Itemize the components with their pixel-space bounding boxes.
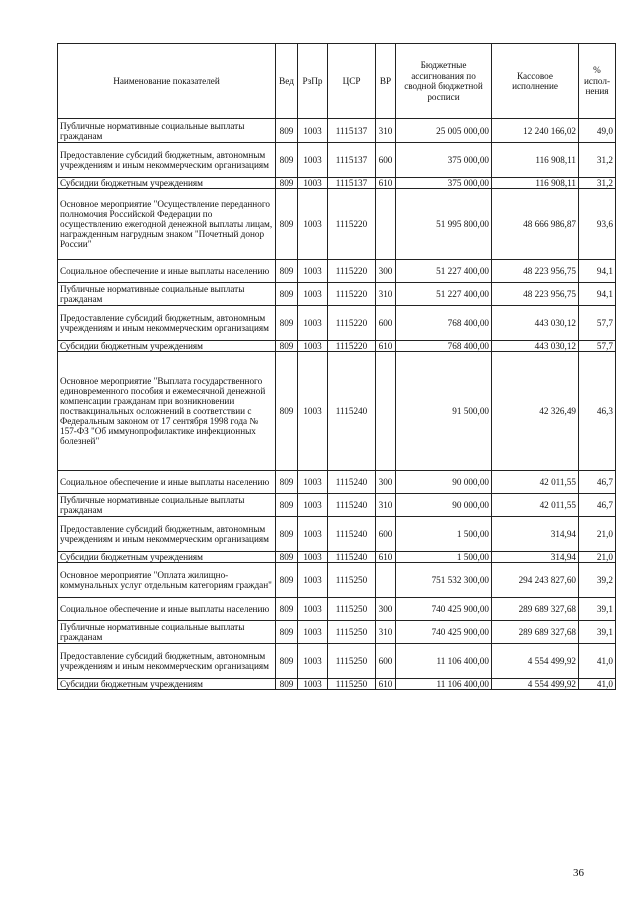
table-row (58, 352, 616, 471)
cell-name: Предоставление субсидий бюджетным, автономным учреждениям и иным некоммерческим организациям (58, 143, 276, 178)
cell-vr (376, 189, 396, 260)
cell-name: Социальное обеспечение и иные выплаты населению (58, 260, 276, 283)
cell-cash: 48 223 956,75 (492, 260, 579, 283)
cell-name: Предоставление субсидий бюджетным, автономным учреждениям и иным некоммерческим организациям (58, 517, 276, 552)
cell-rzpr: 1003 (298, 178, 328, 189)
header-row (58, 44, 616, 119)
cell-percent: 94,1 (579, 260, 616, 283)
cell-budget: 51 227 400,00 (396, 260, 492, 283)
cell-percent: 39,1 (579, 598, 616, 621)
cell-csr: 1115220 (328, 283, 376, 306)
cell-budget: 90 000,00 (396, 494, 492, 517)
cell-budget: 740 425 900,00 (396, 598, 492, 621)
cell-budget: 768 400,00 (396, 306, 492, 341)
table-row (58, 143, 616, 178)
cell-name: Социальное обеспечение и иные выплаты населению (58, 471, 276, 494)
cell-ved: 809 (276, 598, 298, 621)
cell-rzpr: 1003 (298, 552, 328, 563)
cell-name: Публичные нормативные социальные выплаты гражданам (58, 119, 276, 143)
cell-name: Основное мероприятие "Выплата государственного единовременного пособия и ежемесячной денежной компенсации гражданам при возникновении поствакцинальных осложнений в соответствии с Федеральным законом от 17 сентября 1998 года № 157-ФЗ "Об иммунопрофилактике инфекционных болезней" (58, 352, 276, 471)
cell-budget: 51 995 800,00 (396, 189, 492, 260)
cell-budget: 375 000,00 (396, 178, 492, 189)
cell-csr: 1115137 (328, 119, 376, 143)
header-budget: Бюджетные ассигнования по сводной бюджетной росписи (396, 44, 492, 119)
cell-vr: 610 (376, 341, 396, 352)
cell-name: Социальное обеспечение и иные выплаты населению (58, 598, 276, 621)
cell-csr: 1115250 (328, 621, 376, 644)
table-row (58, 494, 616, 517)
table-row (58, 341, 616, 352)
cell-csr: 1115240 (328, 471, 376, 494)
cell-rzpr: 1003 (298, 621, 328, 644)
cell-budget: 375 000,00 (396, 143, 492, 178)
cell-name: Публичные нормативные социальные выплаты гражданам (58, 494, 276, 517)
table-row (58, 119, 616, 143)
cell-percent: 41,0 (579, 679, 616, 690)
cell-name: Публичные нормативные социальные выплаты гражданам (58, 283, 276, 306)
cell-rzpr: 1003 (298, 598, 328, 621)
cell-ved: 809 (276, 119, 298, 143)
cell-vr: 300 (376, 471, 396, 494)
cell-csr: 1115220 (328, 341, 376, 352)
cell-vr: 610 (376, 679, 396, 690)
table-row (58, 563, 616, 598)
table-row (58, 621, 616, 644)
table-body (58, 119, 616, 690)
cell-budget: 1 500,00 (396, 517, 492, 552)
cell-rzpr: 1003 (298, 679, 328, 690)
cell-cash: 443 030,12 (492, 341, 579, 352)
cell-percent: 57,7 (579, 341, 616, 352)
cell-name: Предоставление субсидий бюджетным, автономным учреждениям и иным некоммерческим организациям (58, 306, 276, 341)
table-row (58, 283, 616, 306)
cell-percent: 49,0 (579, 119, 616, 143)
cell-cash: 42 326,49 (492, 352, 579, 471)
cell-cash: 48 223 956,75 (492, 283, 579, 306)
cell-name: Субсидии бюджетным учреждениям (58, 552, 276, 563)
cell-budget: 11 106 400,00 (396, 644, 492, 679)
table-row (58, 471, 616, 494)
cell-ved: 809 (276, 352, 298, 471)
cell-ved: 809 (276, 306, 298, 341)
budget-table (57, 43, 616, 690)
cell-vr: 300 (376, 598, 396, 621)
table-row (58, 552, 616, 563)
cell-budget: 11 106 400,00 (396, 679, 492, 690)
cell-vr: 300 (376, 260, 396, 283)
cell-csr: 1115250 (328, 644, 376, 679)
cell-rzpr: 1003 (298, 306, 328, 341)
cell-percent: 39,1 (579, 621, 616, 644)
cell-rzpr: 1003 (298, 517, 328, 552)
cell-vr (376, 352, 396, 471)
cell-vr: 610 (376, 178, 396, 189)
cell-vr: 600 (376, 143, 396, 178)
cell-name: Субсидии бюджетным учреждениям (58, 341, 276, 352)
cell-percent: 31,2 (579, 143, 616, 178)
cell-ved: 809 (276, 260, 298, 283)
cell-name: Субсидии бюджетным учреждениям (58, 679, 276, 690)
cell-rzpr: 1003 (298, 143, 328, 178)
cell-ved: 809 (276, 552, 298, 563)
cell-rzpr: 1003 (298, 189, 328, 260)
cell-csr: 1115220 (328, 260, 376, 283)
cell-ved: 809 (276, 341, 298, 352)
cell-budget: 1 500,00 (396, 552, 492, 563)
cell-budget: 51 227 400,00 (396, 283, 492, 306)
cell-rzpr: 1003 (298, 563, 328, 598)
header-csr: ЦСР (328, 44, 376, 119)
cell-csr: 1115250 (328, 679, 376, 690)
cell-percent: 46,7 (579, 471, 616, 494)
cell-name: Субсидии бюджетным учреждениям (58, 178, 276, 189)
cell-percent: 46,3 (579, 352, 616, 471)
cell-cash: 48 666 986,87 (492, 189, 579, 260)
cell-csr: 1115250 (328, 598, 376, 621)
table-row (58, 178, 616, 189)
cell-vr (376, 563, 396, 598)
cell-csr: 1115240 (328, 494, 376, 517)
cell-cash: 116 908,11 (492, 143, 579, 178)
cell-percent: 31,2 (579, 178, 616, 189)
cell-ved: 809 (276, 283, 298, 306)
cell-csr: 1115240 (328, 552, 376, 563)
cell-rzpr: 1003 (298, 494, 328, 517)
table-row (58, 189, 616, 260)
cell-name: Публичные нормативные социальные выплаты гражданам (58, 621, 276, 644)
table-row (58, 644, 616, 679)
cell-budget: 91 500,00 (396, 352, 492, 471)
cell-ved: 809 (276, 178, 298, 189)
cell-cash: 294 243 827,60 (492, 563, 579, 598)
cell-vr: 310 (376, 621, 396, 644)
header-percent: % испол-нения (579, 44, 616, 119)
cell-rzpr: 1003 (298, 352, 328, 471)
cell-cash: 42 011,55 (492, 471, 579, 494)
cell-ved: 809 (276, 644, 298, 679)
cell-rzpr: 1003 (298, 341, 328, 352)
cell-percent: 57,7 (579, 306, 616, 341)
cell-vr: 310 (376, 119, 396, 143)
cell-cash: 4 554 499,92 (492, 644, 579, 679)
cell-rzpr: 1003 (298, 471, 328, 494)
table-row (58, 260, 616, 283)
cell-vr: 600 (376, 517, 396, 552)
cell-name: Основное мероприятие "Осуществление переданного полномочия Российской Федерации по осуществлению ежегодной денежной выплаты лицам, награжденным нагрудным знаком "Почетный донор России" (58, 189, 276, 260)
cell-percent: 21,0 (579, 517, 616, 552)
cell-cash: 289 689 327,68 (492, 621, 579, 644)
header-cash: Кассовое исполнение (492, 44, 579, 119)
cell-csr: 1115137 (328, 178, 376, 189)
cell-percent: 93,6 (579, 189, 616, 260)
table-row (58, 679, 616, 690)
cell-rzpr: 1003 (298, 644, 328, 679)
cell-cash: 4 554 499,92 (492, 679, 579, 690)
cell-ved: 809 (276, 679, 298, 690)
cell-csr: 1115240 (328, 517, 376, 552)
cell-ved: 809 (276, 471, 298, 494)
header-rzpr: РзПр (298, 44, 328, 119)
cell-budget: 751 532 300,00 (396, 563, 492, 598)
cell-rzpr: 1003 (298, 283, 328, 306)
cell-rzpr: 1003 (298, 119, 328, 143)
cell-percent: 46,7 (579, 494, 616, 517)
cell-percent: 21,0 (579, 552, 616, 563)
cell-rzpr: 1003 (298, 260, 328, 283)
cell-vr: 610 (376, 552, 396, 563)
cell-ved: 809 (276, 494, 298, 517)
cell-budget: 25 005 000,00 (396, 119, 492, 143)
cell-cash: 12 240 166,02 (492, 119, 579, 143)
table-row (58, 517, 616, 552)
cell-percent: 41,0 (579, 644, 616, 679)
cell-cash: 314,94 (492, 517, 579, 552)
cell-budget: 768 400,00 (396, 341, 492, 352)
cell-cash: 443 030,12 (492, 306, 579, 341)
cell-ved: 809 (276, 189, 298, 260)
cell-budget: 90 000,00 (396, 471, 492, 494)
page-number: 36 (573, 867, 584, 879)
header-name: Наименование показателей (58, 44, 276, 119)
cell-cash: 289 689 327,68 (492, 598, 579, 621)
table-row (58, 598, 616, 621)
cell-cash: 314,94 (492, 552, 579, 563)
cell-budget: 740 425 900,00 (396, 621, 492, 644)
cell-ved: 809 (276, 621, 298, 644)
cell-csr: 1115250 (328, 563, 376, 598)
cell-csr: 1115220 (328, 306, 376, 341)
cell-ved: 809 (276, 143, 298, 178)
cell-percent: 39,2 (579, 563, 616, 598)
cell-cash: 116 908,11 (492, 178, 579, 189)
cell-ved: 809 (276, 517, 298, 552)
header-ved: Вед (276, 44, 298, 119)
cell-vr: 600 (376, 644, 396, 679)
cell-csr: 1115137 (328, 143, 376, 178)
cell-vr: 310 (376, 283, 396, 306)
cell-vr: 310 (376, 494, 396, 517)
cell-name: Основное мероприятие "Оплата жилищно-коммунальных услуг отдельным категориям граждан" (58, 563, 276, 598)
cell-csr: 1115220 (328, 189, 376, 260)
cell-percent: 94,1 (579, 283, 616, 306)
cell-cash: 42 011,55 (492, 494, 579, 517)
cell-ved: 809 (276, 563, 298, 598)
header-vr: ВР (376, 44, 396, 119)
table-row (58, 306, 616, 341)
cell-name: Предоставление субсидий бюджетным, автономным учреждениям и иным некоммерческим организациям (58, 644, 276, 679)
cell-csr: 1115240 (328, 352, 376, 471)
cell-vr: 600 (376, 306, 396, 341)
